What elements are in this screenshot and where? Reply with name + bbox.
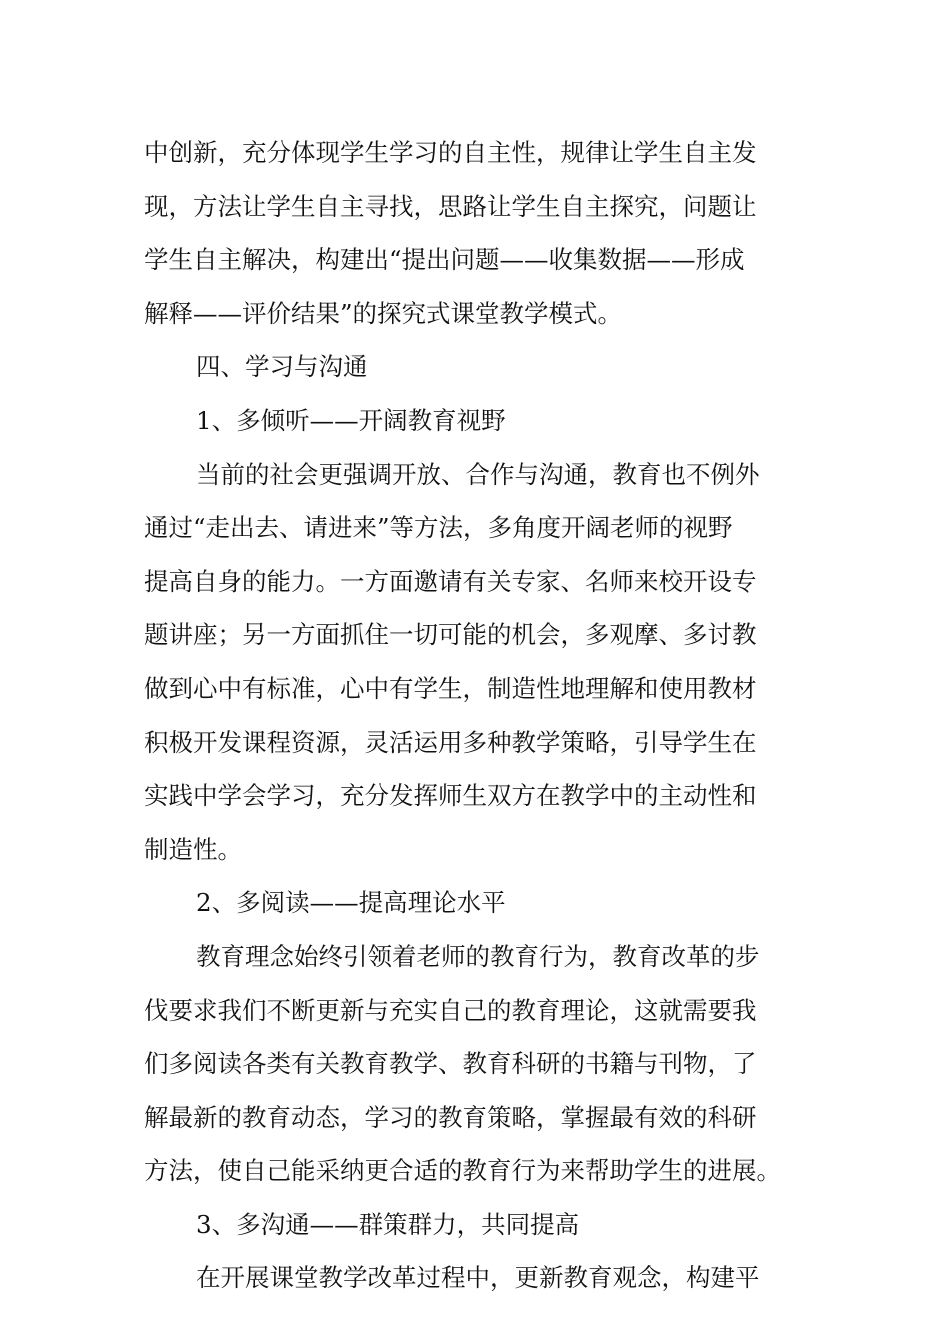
text-line: 通过“走出去、请进来”等方法，多角度开阔老师的视野: [144, 513, 733, 543]
text-line: 伐要求我们不断更新与充实自己的教育理论，这就需要我: [144, 995, 757, 1025]
text-line: 现，方法让学生自主寻找，思路让学生自主探究，问题让: [144, 191, 757, 221]
text-line: 制造性。: [144, 834, 242, 864]
subsection-heading: 2、多阅读——提高理论水平: [196, 888, 506, 918]
text-line: 们多阅读各类有关教育教学、教育科研的书籍与刊物，了: [144, 1049, 757, 1079]
subsection-heading: 1、多倾听——开阔教育视野: [196, 405, 506, 435]
text-line: 解释——评价结果”的探究式课堂教学模式。: [144, 298, 623, 328]
text-line: 实践中学会学习，充分发挥师生双方在教学中的主动性和: [144, 781, 757, 811]
text-line: 积极开发课程资源，灵活运用多种教学策略，引导学生在: [144, 727, 757, 757]
text-line: 提高自身的能力。一方面邀请有关专家、名师来校开设专: [144, 566, 757, 596]
text-line: 中创新，充分体现学生学习的自主性，规律让学生自主发: [144, 138, 757, 167]
section-heading: 四、学习与沟通: [196, 352, 368, 382]
subsection-heading: 3、多沟通——群策群力，共同提高: [196, 1209, 580, 1239]
text-line: 解最新的教育动态，学习的教育策略，掌握最有效的科研: [144, 1102, 757, 1132]
text-line: 题讲座；另一方面抓住一切可能的机会，多观摩、多讨教: [144, 620, 757, 650]
text-line: 方法，使自己能采纳更合适的教育行为来帮助学生的进展。: [144, 1156, 781, 1186]
text-line: 学生自主解决，构建出“提出问题——收集数据——形成: [144, 245, 745, 275]
text-line: 当前的社会更强调开放、合作与沟通，教育也不例外: [196, 459, 760, 489]
text-line: 在开展课堂教学改革过程中，更新教育观念，构建平: [196, 1263, 760, 1293]
document-body: [144, 126, 814, 1305]
text-line: 做到心中有标准，心中有学生，制造性地理解和使用教材: [144, 673, 757, 703]
text-line: 教育理念始终引领着老师的教育行为，教育改革的步: [196, 941, 760, 971]
